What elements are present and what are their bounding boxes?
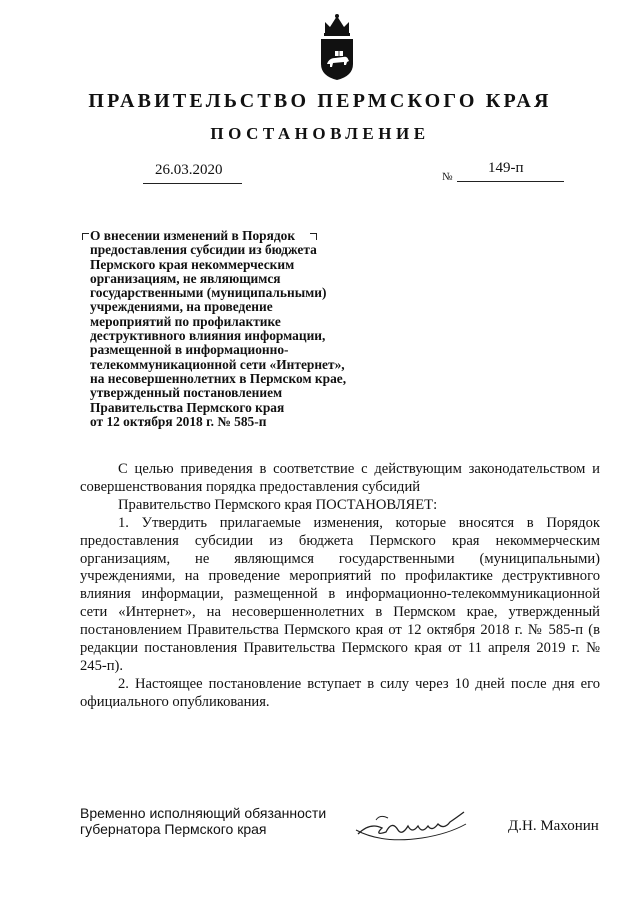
position-line: губернатора Пермского края xyxy=(80,821,267,837)
signatory-name: Д.Н. Махонин xyxy=(508,818,599,834)
document-body xyxy=(80,461,600,712)
subject-line: О внесении изменений в Порядок xyxy=(90,228,296,243)
body-paragraph-item-2: 2. Настоящее постановление вступает в силу через 10 дней после дня его официального опубликования. xyxy=(80,675,600,710)
document-type: ПОСТАНОВЛЕНИЕ xyxy=(210,124,430,143)
subject-line: Пермского края некоммерческим xyxy=(90,256,295,272)
document-date: 26.03.2020 xyxy=(155,162,223,178)
subject-line: предоставления субсидии из бюджета xyxy=(90,242,317,258)
subject-line: Правительства Пермского края xyxy=(90,399,285,415)
body-paragraph-decree: Правительство Пермского края ПОСТАНОВЛЯЕТ: xyxy=(118,496,438,513)
body-paragraph-item-1: 1. Утвердить прилагаемые изменения, которые вносятся в Порядок предоставления субсидии из бюджета Пермского края некоммерческим организациям, не являющимся государственными (муниципальными) учреждениями, на проведение мероприятий по профилактике деструктивного влияния информации, размещенной в информационно-телекоммуникационной сети «Интернет», на несовершеннолетних в Пермском крае, утвержденный постановлением Правительства Пермского края от 12 октября 2018 г. № 585-п (в редакции постановления Правительства Пермского края от 11 апреля 2019 г. № 245-п). xyxy=(80,514,600,674)
subject-line: организациям, не являющимся xyxy=(90,270,281,286)
subject-line: учреждениями, на проведение xyxy=(90,299,273,315)
subject-line: государственными (муниципальными) xyxy=(90,285,327,301)
coat-of-arms-icon xyxy=(317,12,357,82)
subject-line: на несовершеннолетних в Пермском крае, xyxy=(90,370,347,386)
position-line: Временно исполняющий обязанности xyxy=(80,805,327,821)
number-sign: № xyxy=(442,171,453,183)
handwritten-signature-icon xyxy=(352,800,472,850)
subject-line: телекоммуникационной сети «Интернет», xyxy=(90,356,345,372)
government-title: ПРАВИТЕЛЬСТВО ПЕРМСКОГО КРАЯ xyxy=(88,90,552,112)
subject-line: мероприятий по профилактике xyxy=(90,313,281,329)
subject-line: утвержденный постановлением xyxy=(90,385,283,401)
subject-block xyxy=(90,229,390,429)
subject-corner-mark-left xyxy=(82,233,89,240)
subject-line: размещенной в информационно- xyxy=(90,342,289,358)
document-number: 149-п xyxy=(488,160,524,176)
number-underline xyxy=(457,181,564,182)
date-underline xyxy=(143,183,242,184)
signatory-position xyxy=(80,805,326,837)
subject-line: от 12 октября 2018 г. № 585-п xyxy=(90,413,267,429)
subject-line: деструктивного влияния информации, xyxy=(90,328,326,344)
body-paragraph-preamble: С целью приведения в соответствие с действующим законодательством и совершенствования порядка предоставления субсидий xyxy=(80,461,600,495)
